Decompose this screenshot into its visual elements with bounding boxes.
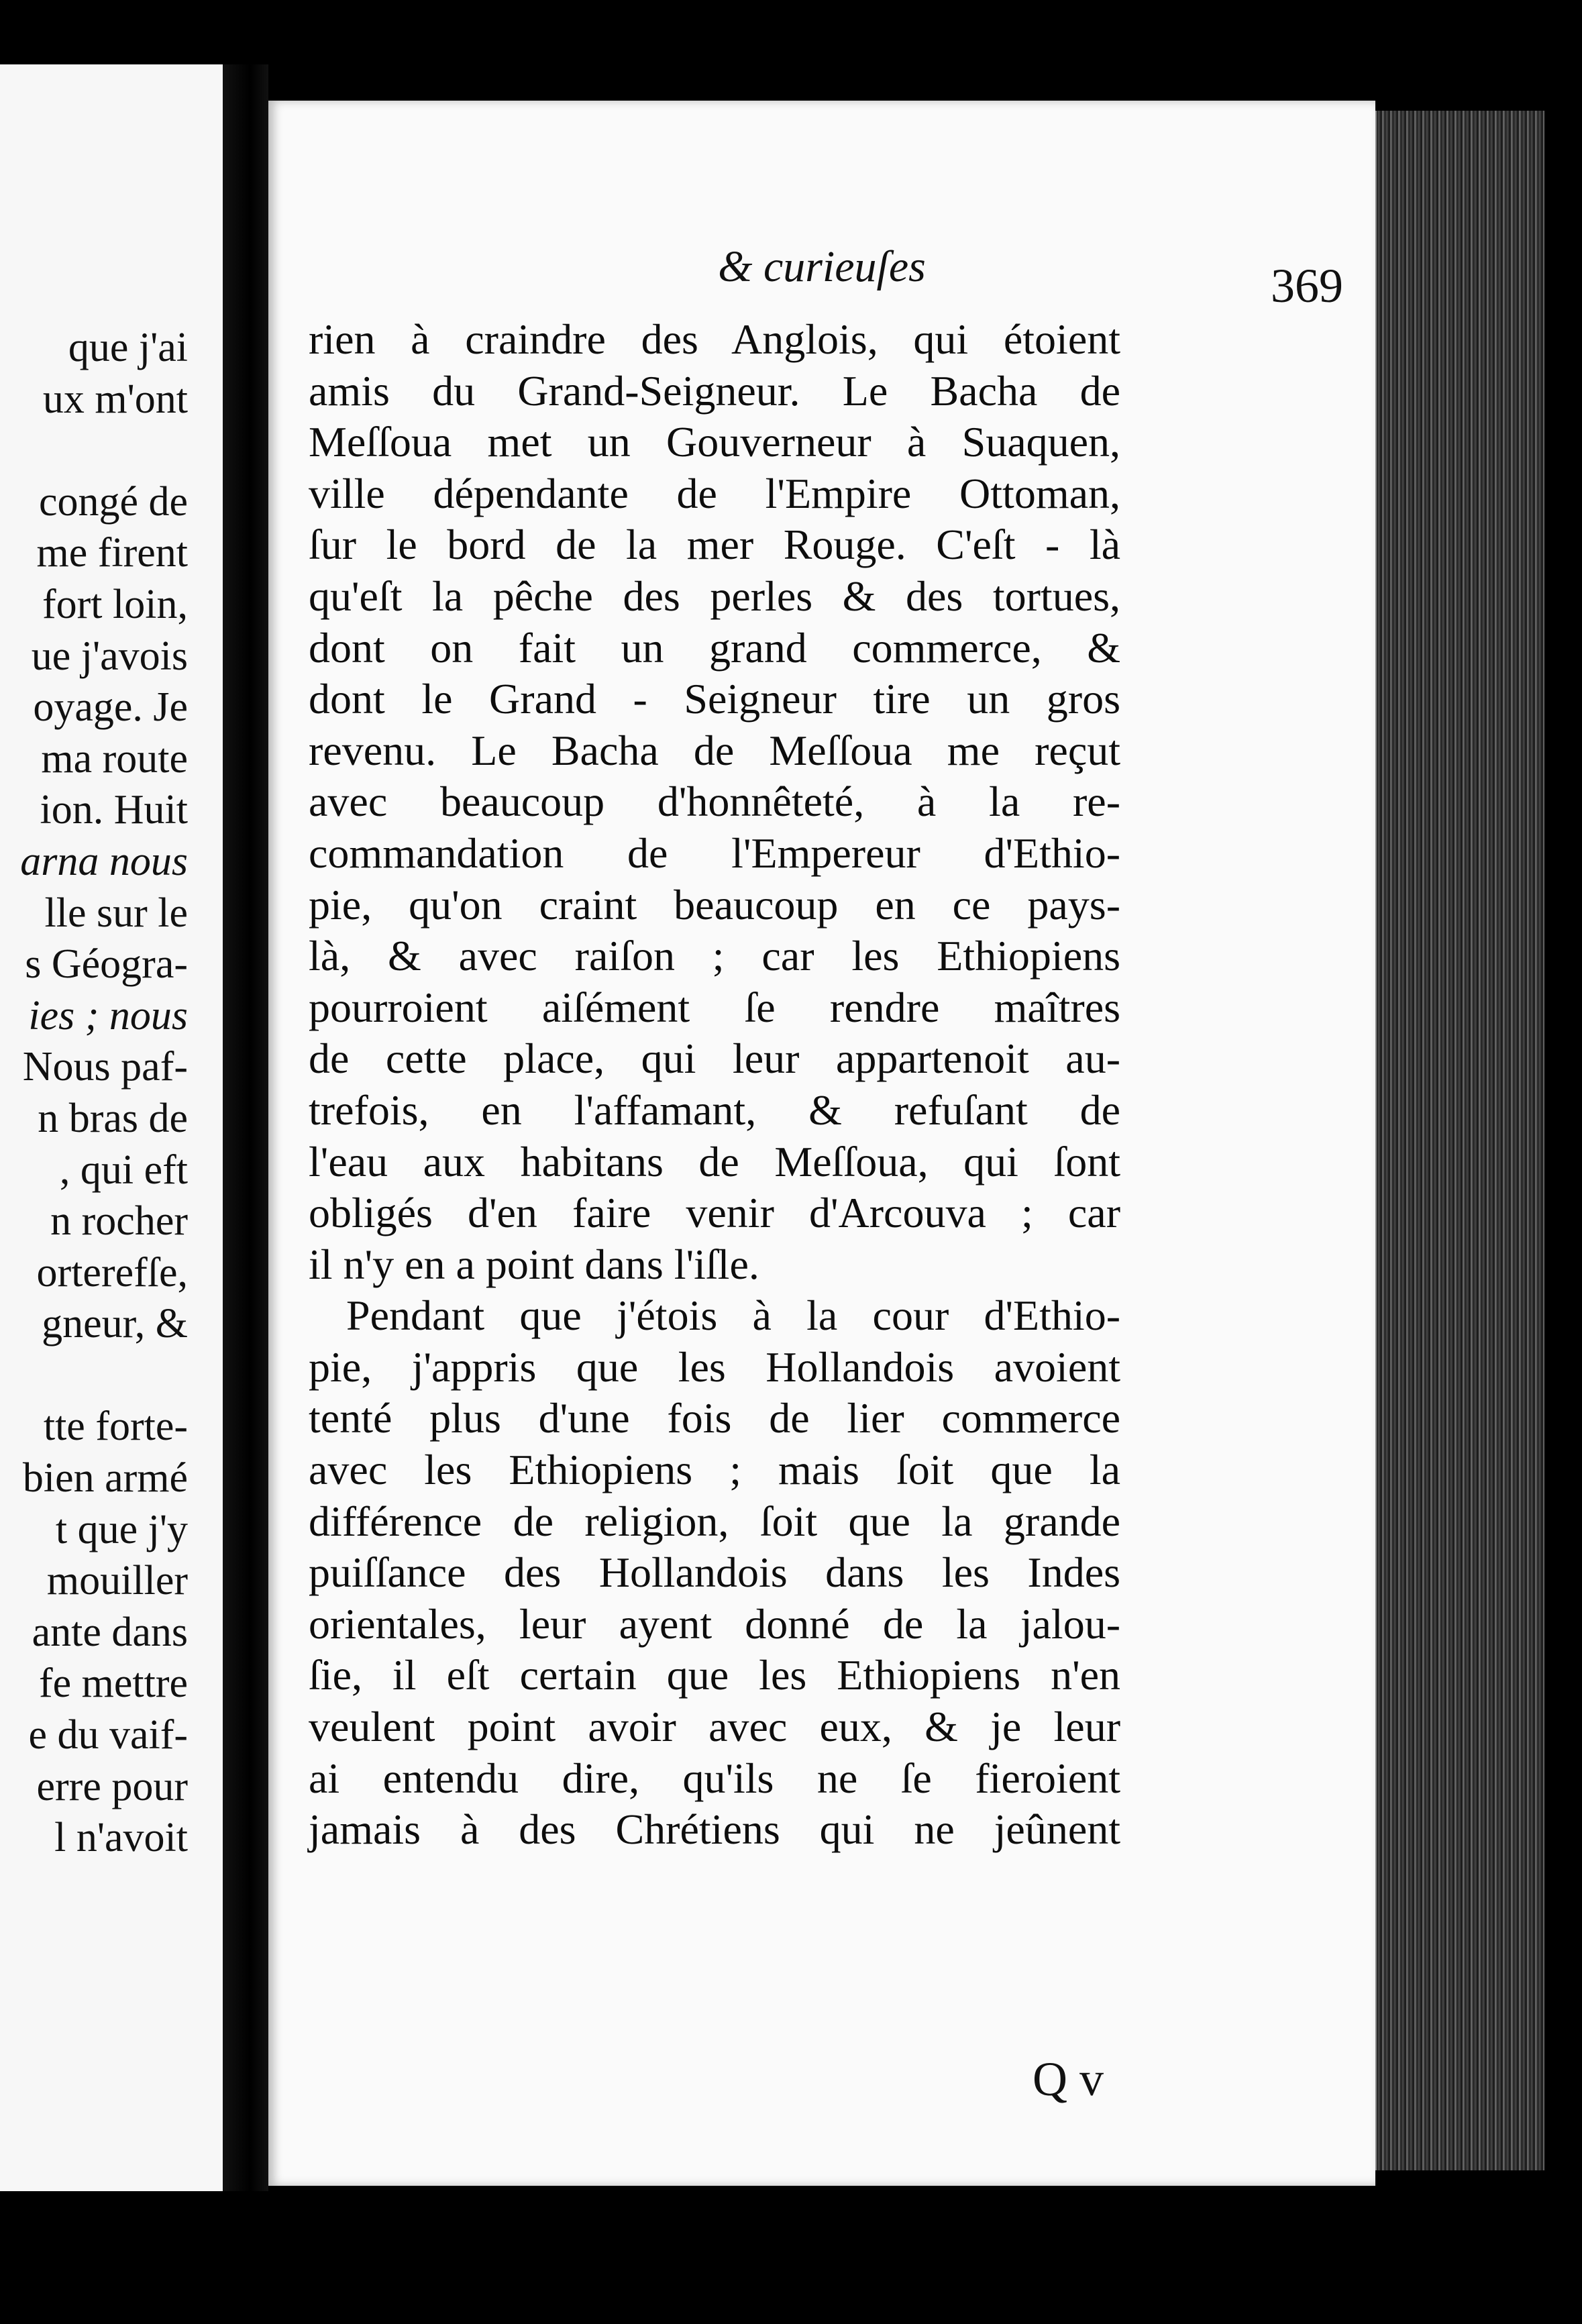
- text-line: congé de: [38, 478, 188, 525]
- text-line: orientales, leur ayent donné de la jalou-: [309, 1599, 1120, 1648]
- text-line: erre pour: [36, 1763, 188, 1809]
- text-line: fort loin,: [42, 581, 188, 627]
- text-line: amis du Grand-Seigneur. Le Bacha de: [309, 366, 1120, 415]
- left-page: [0, 64, 225, 2191]
- text-line: pie, qu'on craint beaucoup en ce pays-: [309, 880, 1120, 929]
- text-line: s Géogra-: [25, 941, 188, 988]
- text-line: dont le Grand - Seigneur tire un gros: [309, 675, 1120, 723]
- text-line: Nous paf-: [22, 1044, 188, 1090]
- text-line: là, & avec raiſon ; car les Ethiopiens: [309, 932, 1120, 980]
- text-line: e du vaif-: [28, 1712, 188, 1758]
- text-line: avec les Ethiopiens ; mais ſoit que la: [309, 1446, 1120, 1494]
- left-page-text: [0, 322, 188, 1864]
- right-page: [268, 101, 1375, 2186]
- text-line: veulent point avoir avec eux, & je leur: [309, 1703, 1120, 1751]
- page-edges: [1375, 111, 1544, 2170]
- text-line: [0, 1350, 188, 1402]
- text-line: ſie, il eſt certain que les Ethiopiens n'en: [309, 1651, 1120, 1699]
- page-number: 369: [1271, 259, 1343, 313]
- text-line: ſur le bord de la mer Rouge. C'eſt - là: [309, 521, 1120, 569]
- text-line: arna nous: [20, 838, 188, 884]
- catchword: Q v: [1033, 2052, 1104, 2106]
- text-line: me firent: [36, 530, 188, 576]
- text-line: trefois, en l'affamant, & refuſant de: [309, 1086, 1120, 1134]
- text-line: jamais à des Chrétiens qui ne jeûnent: [309, 1805, 1120, 1854]
- text-line: oyage. Je: [33, 684, 188, 731]
- text-line: ue j'avois: [31, 633, 188, 679]
- text-line: différence de religion, ſoit que la grande: [309, 1497, 1120, 1545]
- text-line: ante dans: [32, 1609, 188, 1655]
- text-line: revenu. Le Bacha de Meſſoua me reçut: [309, 726, 1120, 774]
- text-line: orterefſe,: [36, 1249, 188, 1296]
- text-line: dont on fait un grand commerce, &: [309, 623, 1120, 672]
- text-line: rien à craindre des Anglois, qui étoient: [309, 315, 1120, 363]
- text-line: mouiller: [46, 1558, 188, 1604]
- text-line: ies ; nous: [28, 992, 188, 1039]
- text-line: obligés d'en faire venir d'Arcouva ; car: [309, 1189, 1120, 1237]
- text-line: tte forte-: [43, 1404, 188, 1450]
- text-line: pie, j'appris que les Hollandois avoient: [309, 1342, 1120, 1391]
- text-line: pourroient aiſément ſe rendre maîtres: [309, 983, 1120, 1031]
- text-line: gneur, &: [42, 1301, 188, 1347]
- text-line: puiſſance des Hollandois dans les Indes: [309, 1548, 1120, 1597]
- text-line: que j'ai: [68, 325, 188, 370]
- text-line: l n'avoit: [54, 1815, 188, 1861]
- text-line: Meſſoua met un Gouverneur à Suaquen,: [309, 418, 1120, 466]
- text-line: l'eau aux habitans de Meſſoua, qui ſont: [309, 1137, 1120, 1185]
- book-gutter: [223, 64, 268, 2191]
- text-line: Pendant que j'étois à la cour d'Ethio-: [346, 1291, 1120, 1340]
- text-line: [0, 425, 188, 476]
- body-text: [309, 314, 1120, 1856]
- running-head: & curieuſes: [718, 242, 926, 291]
- text-line: fe mettre: [38, 1660, 188, 1707]
- text-line: de cette place, qui leur appartenoit au-: [309, 1035, 1120, 1083]
- text-line: bien armé: [22, 1455, 188, 1501]
- text-line: , qui eft: [59, 1147, 188, 1193]
- text-line: ville dépendante de l'Empire Ottoman,: [309, 469, 1120, 517]
- text-line: ai entendu dire, qu'ils ne ſe fieroient: [309, 1754, 1120, 1802]
- text-line: avec beaucoup d'honnêteté, à la re-: [309, 778, 1120, 826]
- text-line: ux m'ont: [42, 376, 188, 422]
- text-line: lle sur le: [44, 890, 188, 936]
- text-line: tenté plus d'une fois de lier commerce: [309, 1394, 1120, 1442]
- text-line: ma route: [41, 735, 188, 782]
- text-line: ion. Huit: [40, 787, 188, 833]
- text-line: qu'eſt la pêche des perles & des tortues,: [309, 572, 1120, 620]
- text-line: t que j'y: [55, 1506, 188, 1552]
- text-line: commandation de l'Empereur d'Ethio-: [309, 829, 1120, 877]
- text-line: il n'y en a point dans l'iſle.: [309, 1240, 759, 1288]
- text-line: n bras de: [38, 1095, 188, 1141]
- text-line: n rocher: [50, 1198, 188, 1245]
